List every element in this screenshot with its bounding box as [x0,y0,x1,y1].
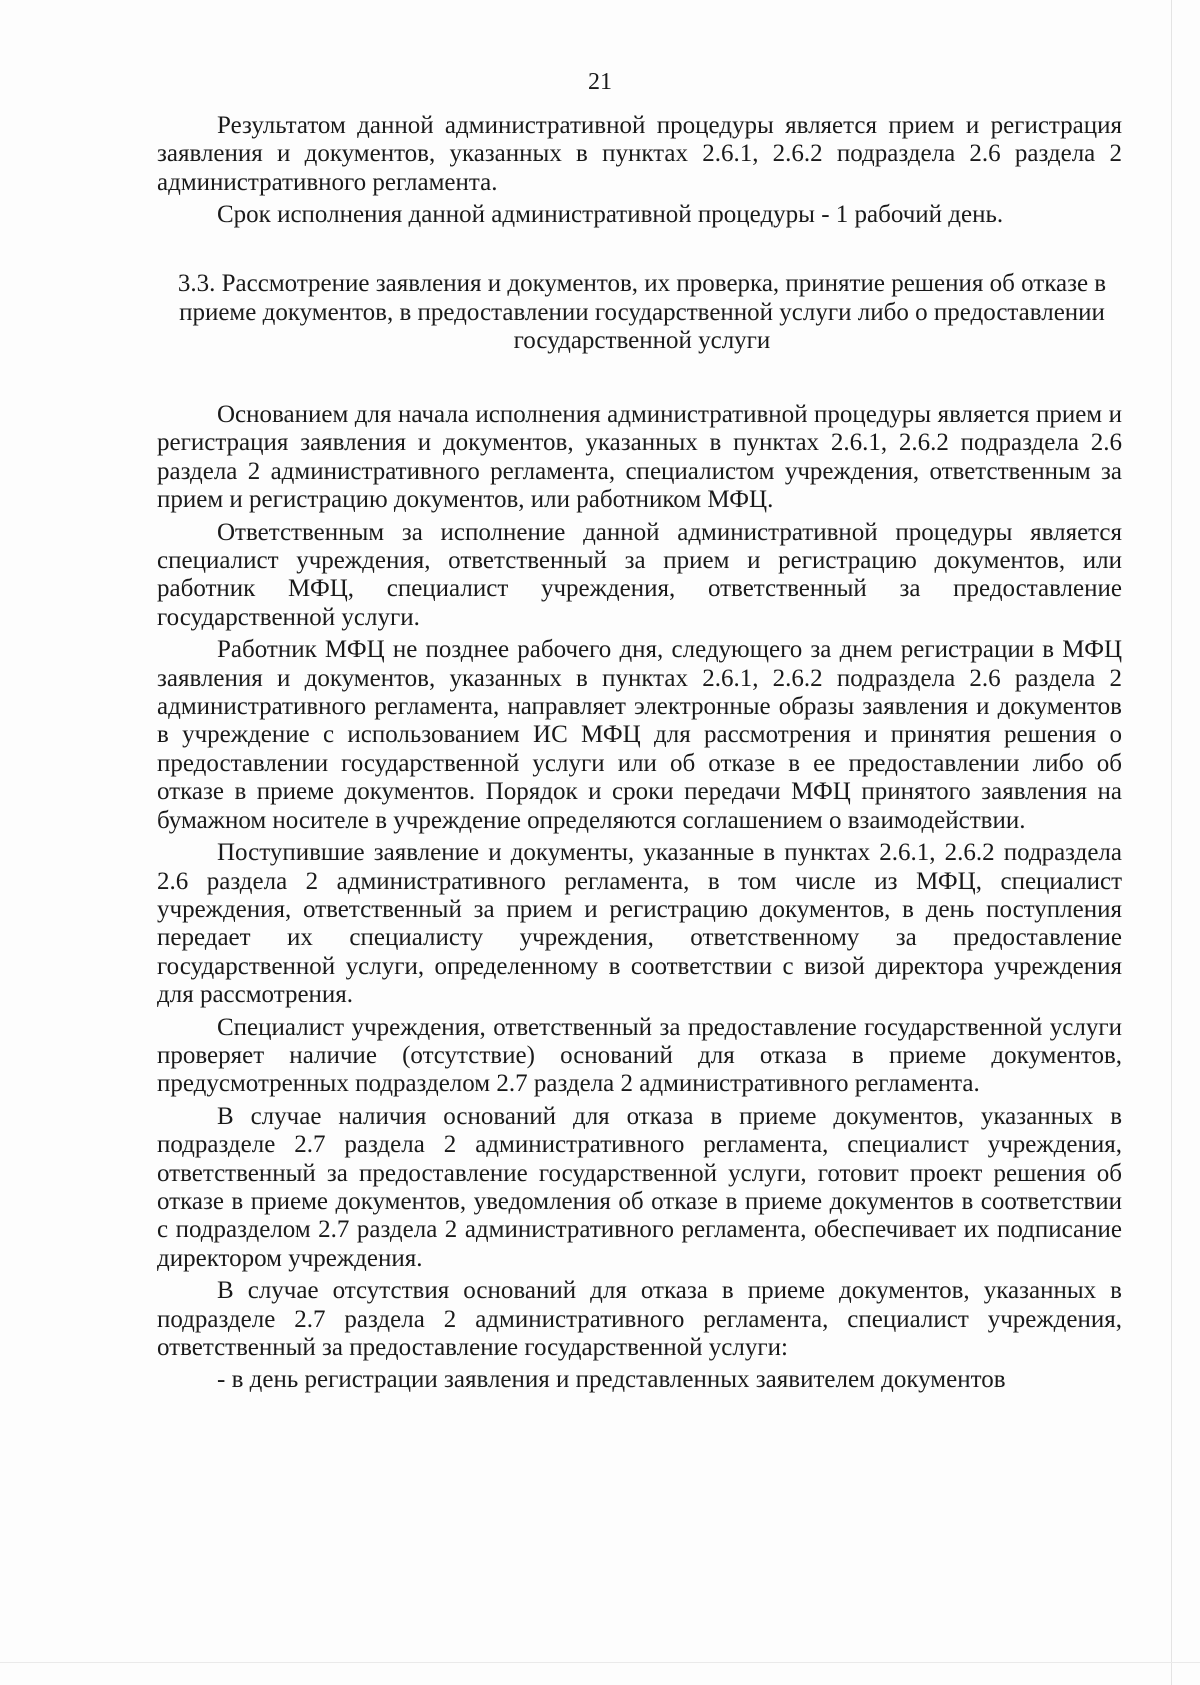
paragraph-received-documents: Поступившие заявление и документы, указанные в пунктах 2.6.1, 2.6.2 подраздела 2.6 раздела 2 административного регламента, в том числе из МФЦ, специалист учреждения, ответственный за прием и регистрацию документов, в день поступления передает их специалисту учреждения, ответственному за предоставление государственной услуги, определенному в соответствии с визой директора учреждения для рассмотрения. [157,839,1122,1009]
paragraph-mfc-worker: Работник МФЦ не позднее рабочего дня, следующего за днем регистрации в МФЦ заявления и документов, указанных в пунктах 2.6.1, 2.6.2 подраздела 2.6 раздела 2 административного регламента, направляет электронные образы заявления и документов в учреждение с использованием ИС МФЦ для рассмотрения и принятия решения о предоставлении государственной услуги или об отказе в ее предоставлении либо об отказе в приеме документов. Порядок и сроки передачи МФЦ принятого заявления на бумажном носителе в учреждение определяются соглашением о взаимодействии. [157,636,1122,834]
scan-edge-line [1171,0,1172,1685]
paragraph-no-refusal-grounds: В случае отсутствия оснований для отказа в приеме документов, указанных в подразделе 2.7 раздела 2 административного регламента, специалист учреждения, ответственный за предоставление государственной услуги: [157,1277,1122,1361]
intro-text-block [157,112,1122,230]
main-text-block [157,401,1122,1395]
scan-bottom-line [0,1662,1200,1663]
paragraph-refusal-grounds: В случае наличия оснований для отказа в приеме документов, указанных в подразделе 2.7 раздела 2 административного регламента, специалист учреждения, ответственный за предоставление государственной услуги, готовит проект решения об отказе в приеме документов, уведомления об отказе в приеме документов в соответствии с подразделом 2.7 раздела 2 административного регламента, обеспечивает их подписание директором учреждения. [157,1102,1122,1272]
page-number: 21 [588,69,612,95]
paragraph-deadline: Срок исполнения данной административной процедуры - 1 рабочий день. [217,201,1004,229]
paragraph-result: Результатом данной административной процедуры является прием и регистрация заявления и документов, указанных в пунктах 2.6.1, 2.6.2 подраздела 2.6 раздела 2 административного регламента. [157,112,1122,196]
paragraph-specialist-check: Специалист учреждения, ответственный за предоставление государственной услуги проверяет наличие (отсутствие) оснований для отказа в приеме документов, предусмотренных подразделом 2.7 раздела 2 административного регламента. [157,1013,1122,1098]
section-heading: 3.3. Рассмотрение заявления и документов, их проверка, принятие решения об отказе в приеме документов, в предоставлении государственной услуги либо о предоставлении государственной услуги [177,270,1107,354]
paragraph-responsible: Ответственным за исполнение данной административной процедуры является специалист учреждения, ответственный за прием и регистрацию документов, или работник МФЦ, специалист учреждения, ответственный за предоставление государственной услуги. [157,518,1122,631]
list-item-registration-day: - в день регистрации заявления и представленных заявителем документов [217,1366,1006,1394]
paragraph-basis: Основанием для начала исполнения административной процедуры является прием и регистрация заявления и документов, указанных в пунктах 2.6.1, 2.6.2 подраздела 2.6 раздела 2 административного регламента, специалистом учреждения, ответственным за прием и регистрацию документов, или работником МФЦ. [157,401,1122,514]
